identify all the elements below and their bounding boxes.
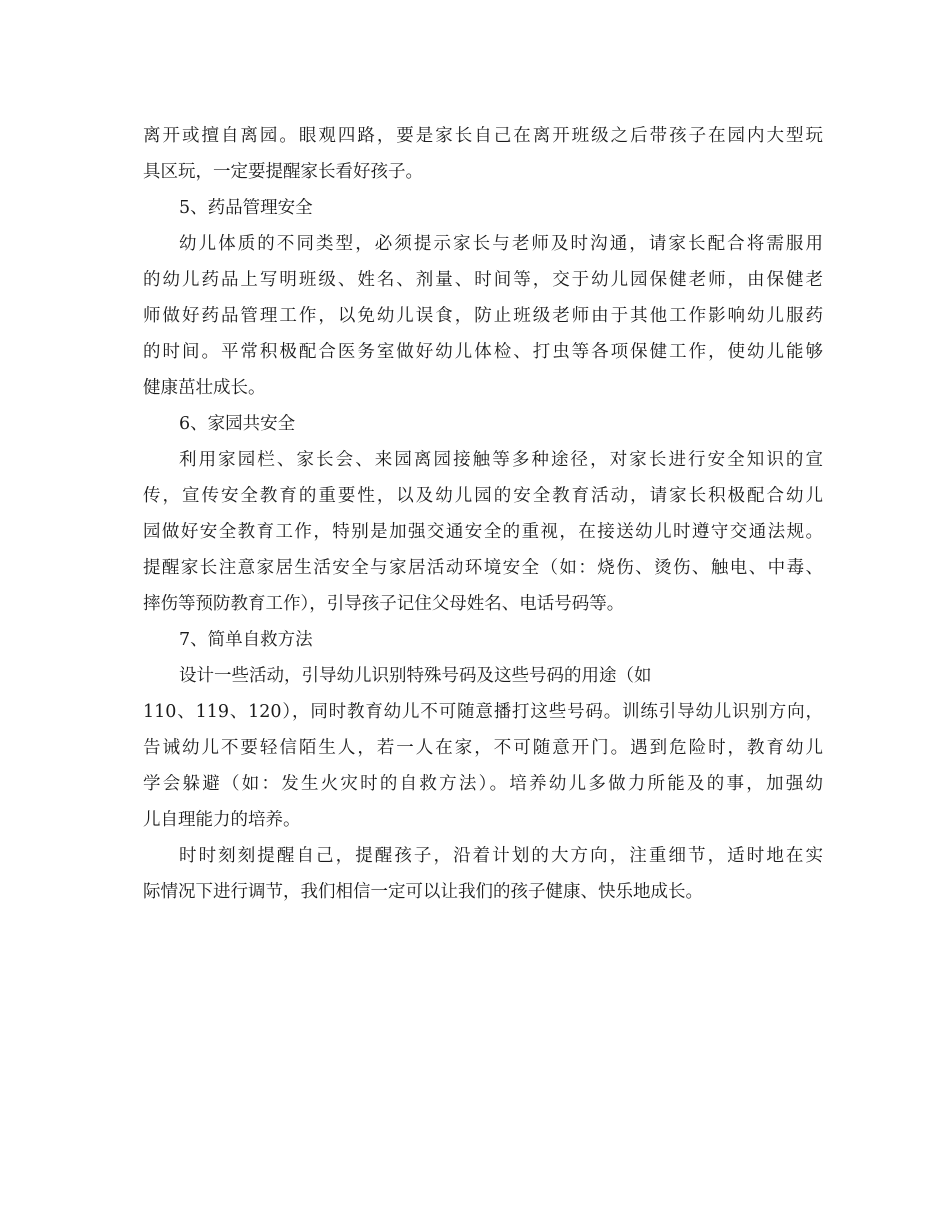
text-line: 学会躲避（如：发生火灾时的自救方法）。培养幼儿多做力所能及的事，加强幼 bbox=[143, 774, 823, 794]
text-line: 际情况下进行调节，我们相信一定可以让我们的孩子健康、快乐地成长。 bbox=[143, 882, 703, 902]
text-line: 设计一些活动，引导幼儿识别特殊号码及这些号码的用途（如 bbox=[179, 666, 652, 686]
text-line: 儿自理能力的培养。 bbox=[143, 810, 301, 830]
text-line: 利用家园栏、家长会、来园离园接触等多种途径，对家长进行安全知识的宣 bbox=[179, 450, 823, 470]
text-line: 时时刻刻提醒自己，提醒孩子，沿着计划的大方向，注重细节，适时地在实 bbox=[179, 846, 823, 866]
text-line: 园做好安全教育工作，特别是加强交通安全的重视，在接送幼儿时遵守交通法规。 bbox=[143, 522, 823, 542]
text-line: 摔伤等预防教育工作），引导孩子记住父母姓名、电话号码等。 bbox=[143, 594, 625, 614]
text-line: 的时间。平常积极配合医务室做好幼儿体检、打虫等各项保健工作，使幼儿能够 bbox=[143, 342, 823, 362]
text-line: 师做好药品管理工作，以免幼儿误食，防止班级老师由于其他工作影响幼儿服药 bbox=[143, 306, 823, 326]
text-line: 的幼儿药品上写明班级、姓名、剂量、时间等，交于幼儿园保健老师，由保健老 bbox=[143, 270, 823, 290]
text-line: 健康茁壮成长。 bbox=[143, 378, 266, 398]
text-line: 告诫幼儿不要轻信陌生人，若一人在家，不可随意开门。遇到危险时，教育幼儿 bbox=[143, 738, 823, 758]
text-line: 提醒家长注意家居生活安全与家居活动环境安全（如：烧伤、烫伤、触电、中毒、 bbox=[143, 558, 823, 578]
text-line: 传，宣传安全教育的重要性，以及幼儿园的安全教育活动，请家长积极配合幼儿 bbox=[143, 486, 823, 506]
text-line: 离开或擅自离园。眼观四路，要是家长自己在离开班级之后带孩子在园内大型玩 bbox=[143, 126, 823, 146]
text-line: 具区玩，一定要提醒家长看好孩子。 bbox=[143, 162, 423, 182]
section-heading-medicine-safety: 5、药品管理安全 bbox=[179, 198, 313, 218]
section-heading-home-school-safety: 6、家园共安全 bbox=[179, 414, 296, 434]
section-heading-self-rescue: 7、简单自救方法 bbox=[179, 630, 313, 650]
document-body bbox=[143, 118, 823, 910]
text-line: 幼儿体质的不同类型，必须提示家长与老师及时沟通，请家长配合将需服用 bbox=[179, 234, 823, 254]
text-line: 110、119、120），同时教育幼儿不可随意播打这些号码。训练引导幼儿识别方向， bbox=[143, 702, 823, 722]
